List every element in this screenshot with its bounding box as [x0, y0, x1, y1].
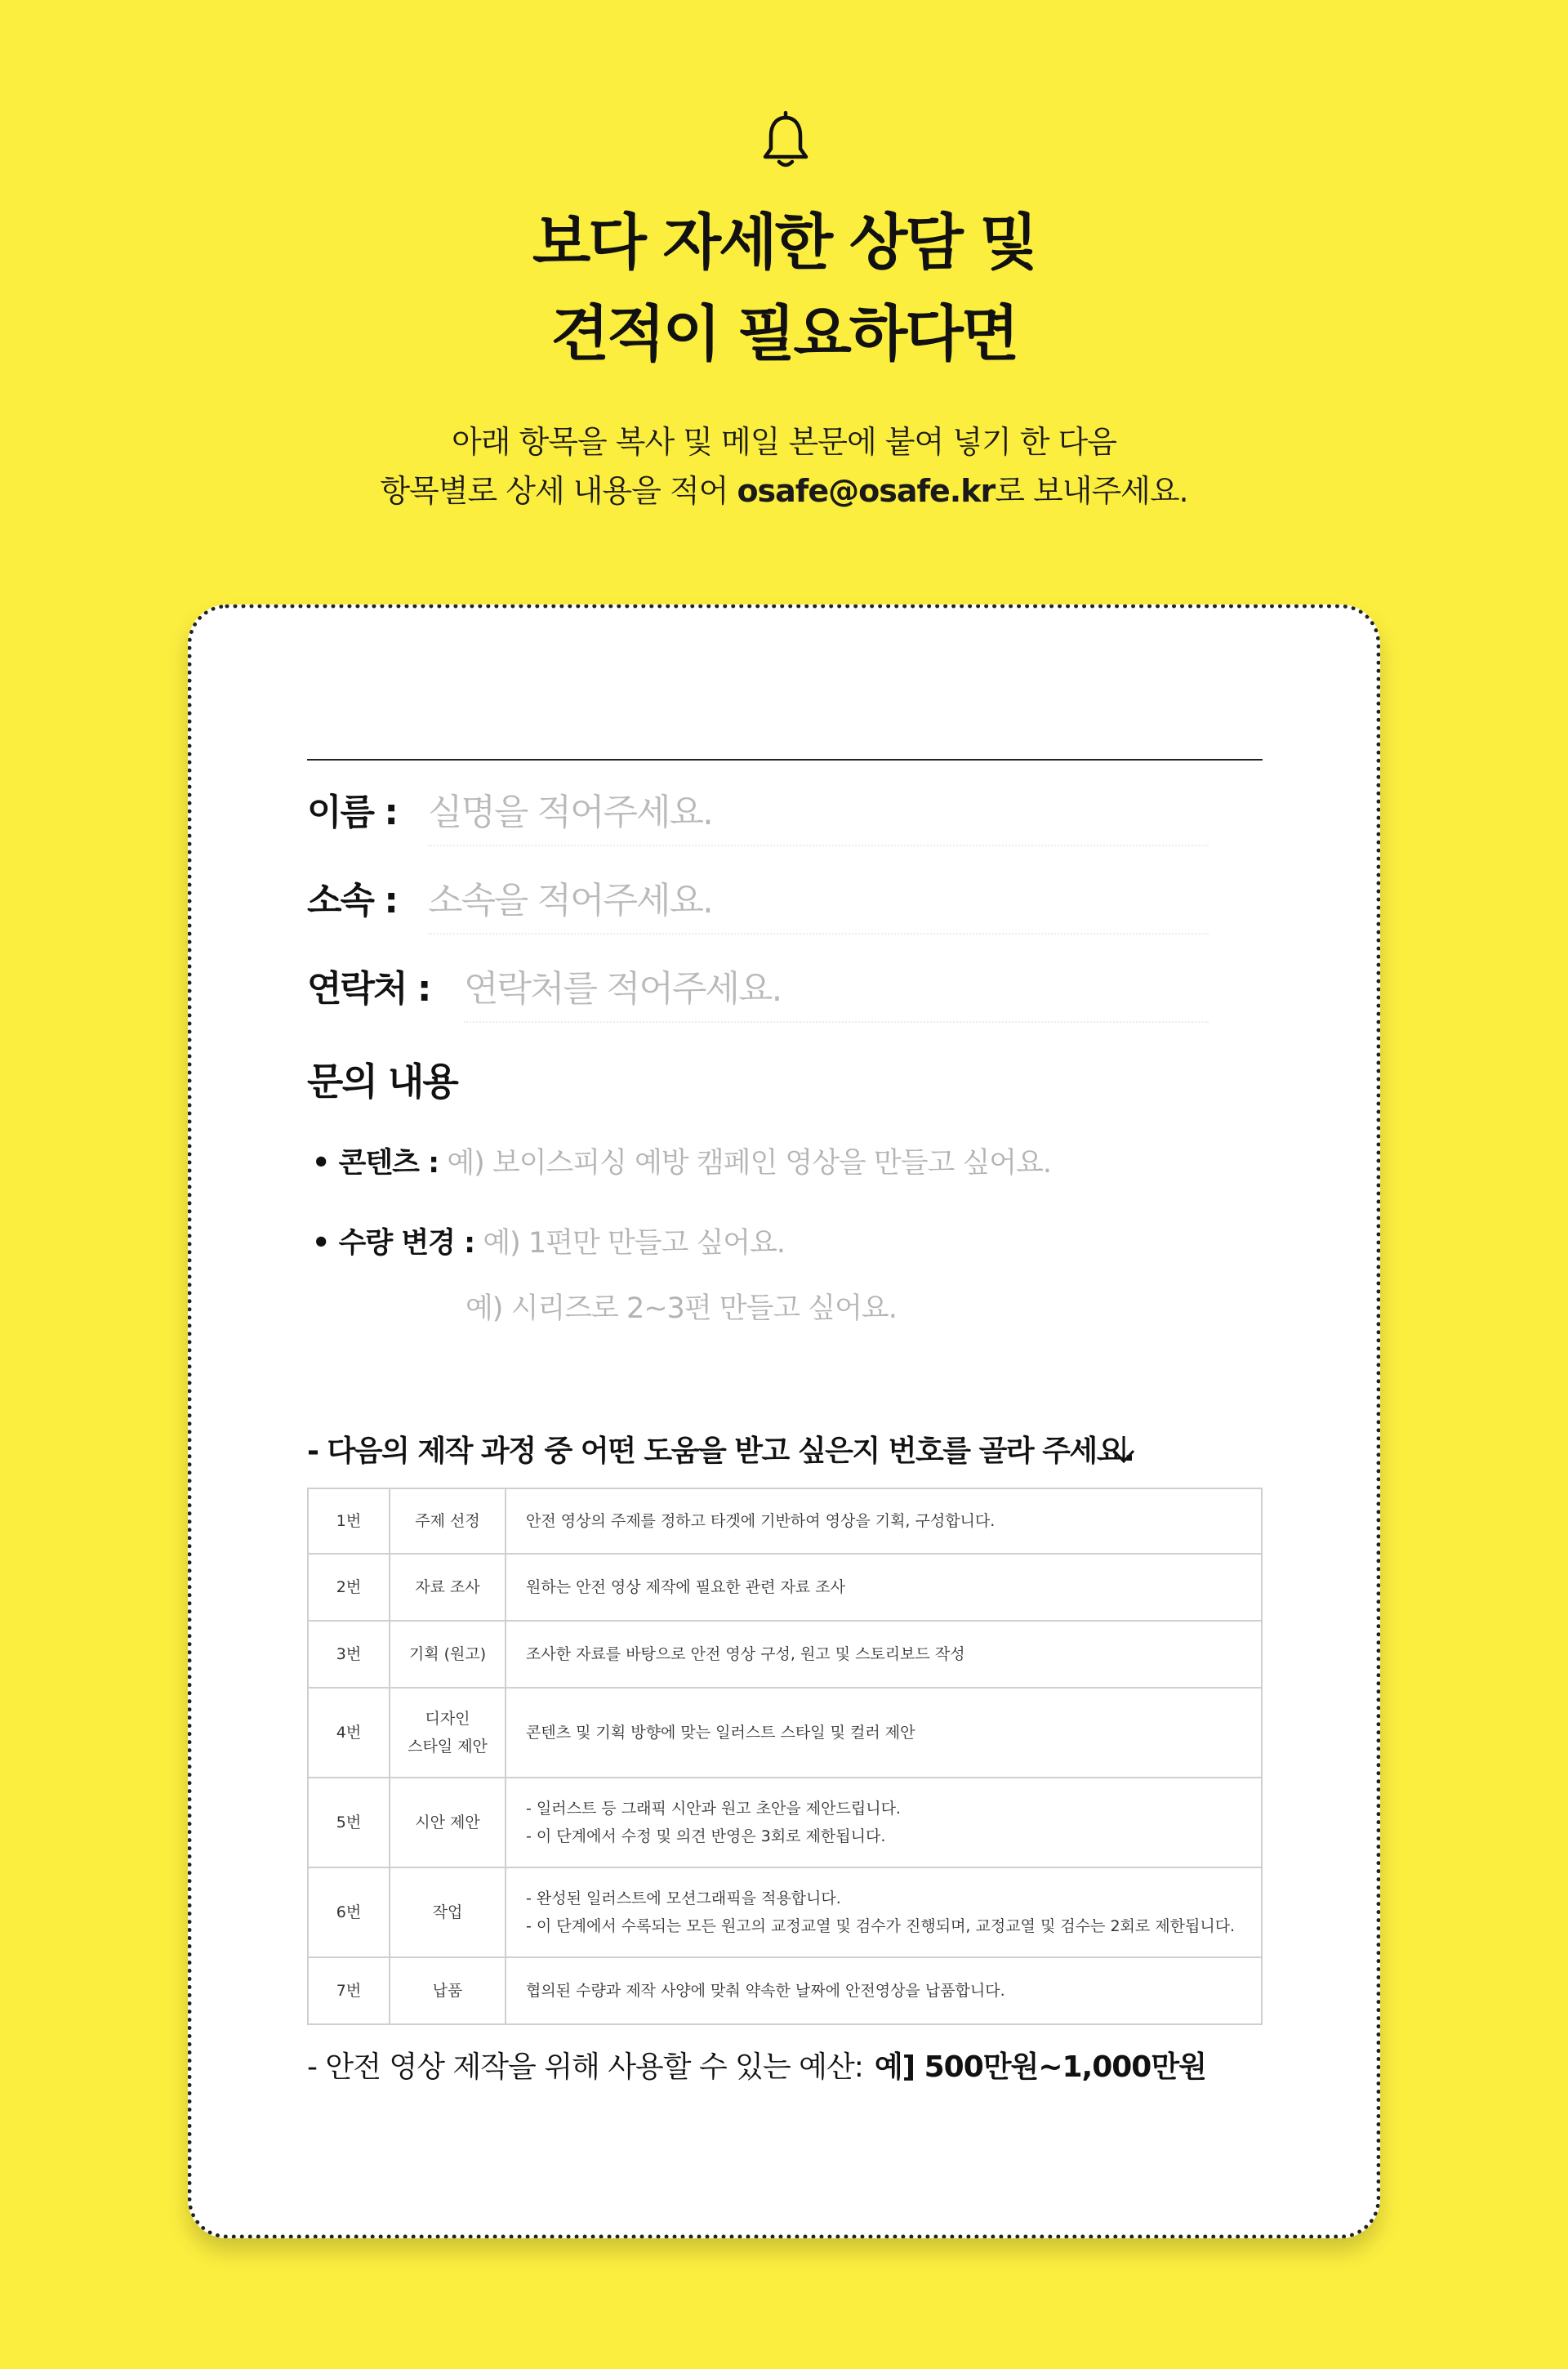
- divider: [307, 759, 1263, 761]
- bell-icon: [761, 111, 810, 170]
- arrow-down-icon: [1111, 1433, 1137, 1466]
- content-label: • 콘텐츠 :: [312, 1147, 439, 1180]
- budget-label: - 안전 영상 제작을 위해 사용할 수 있는 예산:: [307, 2050, 863, 2084]
- step-description: 안전 영상의 주제를 정하고 타겟에 기반하여 영상을 기획, 구성합니다.: [506, 1488, 1262, 1554]
- name-label: 이름 :: [307, 792, 397, 833]
- instruction-line2: [0, 467, 1568, 515]
- quantity-example-1[interactable]: 예) 1편만 만들고 싶어요.: [483, 1227, 786, 1260]
- instruction-line1: 아래 항목을 복사 및 메일 본문에 붙여 넣기 한 다음: [452, 424, 1116, 460]
- step-name: 납품: [390, 1957, 506, 2024]
- table-row[interactable]: [308, 1688, 1262, 1778]
- step-number: 5번: [308, 1778, 390, 1867]
- step-name: 자료 조사: [390, 1554, 506, 1621]
- instruction-text-suffix: 로 보내주세요.: [995, 473, 1188, 509]
- quantity-label: • 수량 변경 :: [312, 1227, 475, 1260]
- step-number: 6번: [308, 1867, 390, 1957]
- table-row[interactable]: [308, 1488, 1262, 1554]
- table-row[interactable]: [308, 1957, 1262, 2024]
- table-row[interactable]: [308, 1554, 1262, 1621]
- step-description: 협의된 수량과 제작 사양에 맞춰 약속한 날짜에 안전영상을 납품합니다.: [506, 1957, 1262, 2024]
- steps-question: - 다음의 제작 과정 중 어떤 도움을 받고 싶은지 번호를 골라 주세요.: [307, 1434, 1134, 1468]
- contact-field[interactable]: 연락처를 적어주세요.: [464, 959, 1209, 1023]
- page-title-line2: 견적이 필요하다면: [550, 299, 1018, 369]
- step-description: 조사한 자료를 바탕으로 안전 영상 구성, 원고 및 스토리보드 작성: [506, 1621, 1262, 1688]
- step-name: 주제 선정: [390, 1488, 506, 1554]
- name-field[interactable]: 실명을 적어주세요.: [428, 783, 1209, 846]
- quantity-row: [312, 1220, 785, 1261]
- content-example[interactable]: 예) 보이스피싱 예방 캠페인 영상을 만들고 싶어요.: [447, 1147, 1052, 1180]
- step-description: 콘텐츠 및 기획 방향에 맞는 일러스트 스타일 및 컬러 제안: [506, 1688, 1262, 1778]
- instruction-text: 항목별로 상세 내용을 적어: [380, 473, 737, 509]
- step-number: 4번: [308, 1688, 390, 1778]
- budget-example[interactable]: 예] 500만원~1,000만원: [874, 2050, 1206, 2084]
- step-number: 1번: [308, 1488, 390, 1554]
- page-title-line1: 보다 자세한 상담 및: [532, 207, 1036, 278]
- step-description-line: - 완성된 일러스트에 모션그래픽을 적용합니다.: [526, 1889, 841, 1907]
- inquiry-section-title: 문의 내용: [307, 1060, 457, 1104]
- step-number: 2번: [308, 1554, 390, 1621]
- step-description-line: - 이 단계에서 수록되는 모든 원고의 교정교열 및 검수가 진행되며, 교정교열 및 검수는 2회로 제한됩니다.: [526, 1917, 1236, 1935]
- organization-label: 소속 :: [307, 880, 397, 921]
- step-description-line: - 이 단계에서 수정 및 의견 반영은 3회로 제한됩니다.: [526, 1827, 886, 1845]
- step-description: [506, 1867, 1262, 1957]
- step-name: 기획 (원고): [390, 1621, 506, 1688]
- step-number: 3번: [308, 1621, 390, 1688]
- step-name: 작업: [390, 1867, 506, 1957]
- quantity-example-2[interactable]: 예) 시리즈로 2~3편 만들고 싶어요.: [466, 1292, 897, 1325]
- email-address[interactable]: osafe@osafe.kr: [737, 473, 996, 509]
- step-description: [506, 1778, 1262, 1867]
- organization-field[interactable]: 소속을 적어주세요.: [428, 871, 1209, 935]
- steps-table: [307, 1488, 1263, 2025]
- content-row: [312, 1140, 1051, 1181]
- table-row[interactable]: [308, 1778, 1262, 1867]
- budget-row: [307, 2044, 1206, 2086]
- table-row[interactable]: [308, 1621, 1262, 1688]
- step-number: 7번: [308, 1957, 390, 2024]
- table-row[interactable]: [308, 1867, 1262, 1957]
- step-description: 원하는 안전 영상 제작에 필요한 관련 자료 조사: [506, 1554, 1262, 1621]
- step-name: 시안 제안: [390, 1778, 506, 1867]
- quantity-row-2: [466, 1286, 897, 1327]
- contact-label: 연락처 :: [307, 968, 430, 1010]
- step-name: 디자인 스타일 제안: [390, 1688, 506, 1778]
- step-description-line: - 일러스트 등 그래픽 시안과 원고 초안을 제안드립니다.: [526, 1800, 901, 1818]
